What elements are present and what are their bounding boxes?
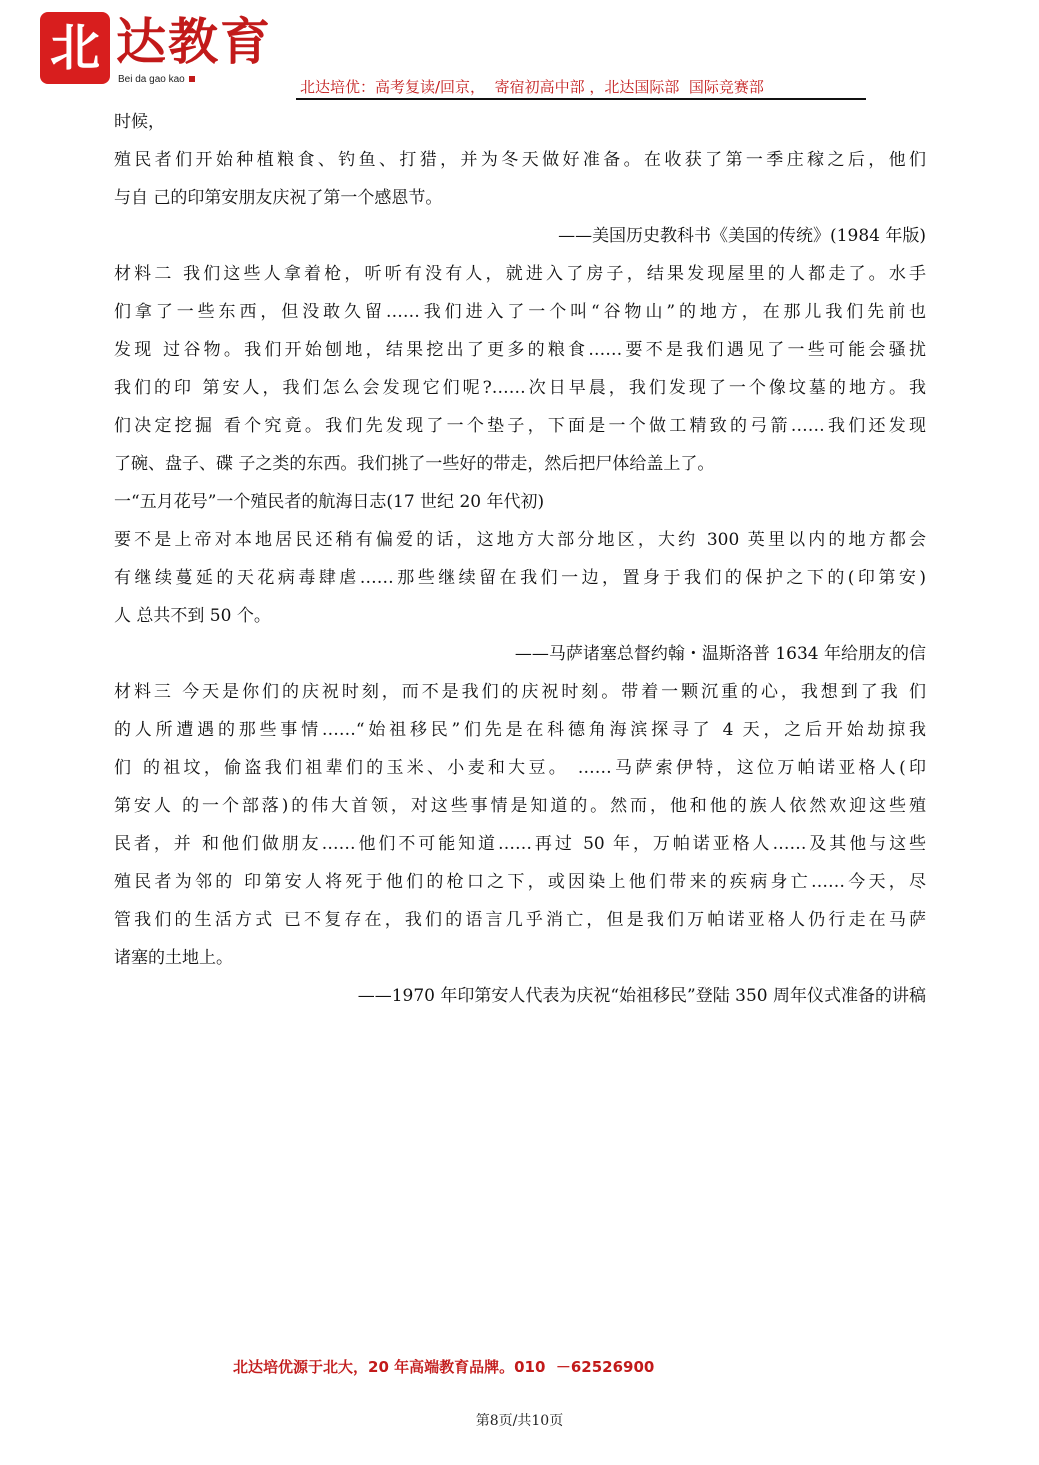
source-citation: ——马萨诸塞总督约翰・温斯洛普 1634 年给朋友的信 [514,644,926,664]
text-line: 与自 己的印第安朋友庆祝了第一个感恩节。 [114,188,443,208]
header-slogan: 北达培优：高考复读/回京， 寄宿初高中部 ，北达国际部 国际竞赛部 [300,78,764,96]
text-line: 材料二 我们这些人拿着枪，听听有没有人，就进入了房子，结果发现屋里的人都走了。水手 [114,264,926,284]
text-line: 了碗、盘子、碟 子之类的东西。我们挑了一些好的带走，然后把尸体给盖上了。 [114,454,715,474]
text-line: 第安人 的一个部落)的伟大首领，对这些事情是知道的。然而，他和他的族人依然欢迎这些殖 [114,796,926,816]
text-line: 材料三 今天是你们的庆祝时刻，而不是我们的庆祝时刻。带着一颗沉重的心，我想到了我 们 [114,682,926,702]
logo-mark: 北 [40,12,110,84]
text-line: 管我们的生活方式 已不复存在，我们的语言几乎消亡，但是我们万帕诺亚格人仍行走在马萨 [114,910,926,930]
source-citation: ——美国历史教科书《美国的传统》(1984 年版) [558,226,926,246]
text-line: 人 总共不到 50 个。 [114,606,271,626]
logo-pinyin-text: Bei da gao kao [118,74,185,85]
page-number: 第8页/共10页 [475,1413,564,1429]
text-line: 们决定挖掘 看个究竟。我们先发现了一个垫子，下面是一个做工精致的弓箭……我们还发现 [114,416,926,436]
source-citation: 一“五月花号”一个殖民者的航海日志(17 世纪 20 年代初) [114,492,545,512]
text-line: 们拿了一些东西，但没敢久留……我们进入了一个叫“谷物山”的地方，在那儿我们先前也 [114,302,926,322]
text-line: 我们的印 第安人，我们怎么会发现它们呢?……次日早晨，我们发现了一个像坟墓的地方。我 [114,378,926,398]
text-line: 殖民者们开始种植粮食、钓鱼、打猎，并为冬天做好准备。在收获了第一季庄稼之后，他们 [114,150,926,170]
text-line: 殖民者为邻的 印第安人将死于他们的枪口之下，或因染上他们带来的疾病身亡……今天，尽 [114,872,926,892]
text-line: 时候， [114,112,165,132]
footer-slogan: 北达培优源于北大，20 年高端教育品牌。010 －62526900 [233,1358,655,1376]
text-line: 发现 过谷物。我们开始刨地，结果挖出了更多的粮食……要不是我们遇见了一些可能会骚扰 [114,340,926,360]
document-body [114,103,926,1015]
logo-name: 达教育 [116,12,272,71]
header-divider [296,98,866,100]
text-line: 民者，并 和他们做朋友……他们不可能知道……再过 50 年，万帕诺亚格人……及其他与这些 [114,834,926,854]
text-line: 们 的祖坟，偷盗我们祖辈们的玉米、小麦和大豆。 ……马萨索伊特，这位万帕诺亚格人(印 [114,758,926,778]
text-line: 要不是上帝对本地居民还稍有偏爱的话，这地方大部分地区，大约 300 英里以内的地方都会 [114,530,926,550]
text-line: 诸塞的土地上。 [114,948,233,968]
logo-pinyin [118,74,195,85]
text-line: 的人所遭遇的那些事情……“始祖移民”们先是在科德角海滨探寻了 4 天，之后开始劫掠我 [114,720,926,740]
text-line: 有继续蔓延的天花病毒肆虐……那些继续留在我们一边，置身于我们的保护之下的(印第安) [114,568,926,588]
logo-square-icon [189,76,195,82]
source-citation: ——1970 年印第安人代表为庆祝“始祖移民”登陆 350 周年仪式准备的讲稿 [357,986,926,1006]
